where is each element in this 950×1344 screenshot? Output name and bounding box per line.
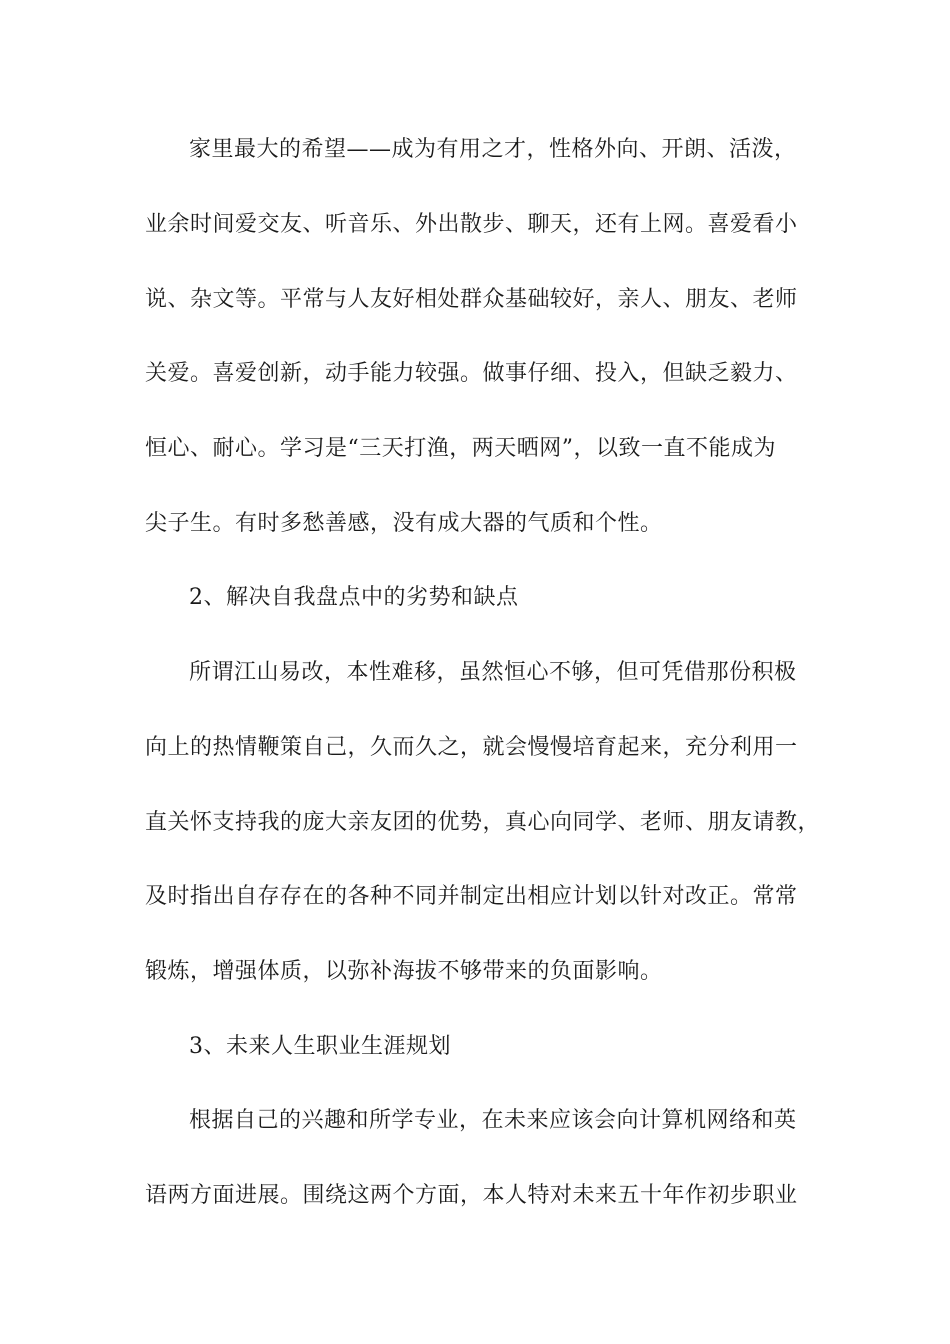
paragraph-line: 尖子生。有时多愁善感，没有成大器的气质和个性。 (145, 511, 663, 536)
paragraph-line: 家里最大的希望——成为有用之才，性格外向、开朗、活泼， (189, 137, 797, 162)
paragraph-line: 锻炼，增强体质，以弥补海拔不够带来的负面影响。 (145, 959, 663, 984)
paragraph-line: 业余时间爱交友、听音乐、外出散步、聊天，还有上网。喜爱看小 (145, 212, 798, 237)
paragraph-line: 向上的热情鞭策自己，久而久之，就会慢慢培育起来，充分利用一 (145, 735, 798, 760)
paragraph-line: 语两方面进展。围绕这两个方面，本人特对未来五十年作初步职业 (145, 1183, 798, 1208)
section-heading: 3、未来人生职业生涯规划 (189, 1034, 451, 1059)
paragraph-line: 说、杂文等。平常与人友好相处群众基础较好，亲人、朋友、老师 (145, 287, 798, 312)
paragraph-line: 直关怀支持我的庞大亲友团的优势，真心向同学、老师、朋友请教， (145, 810, 821, 835)
paragraph-line: 根据自己的兴趣和所学专业，在未来应该会向计算机网络和英 (189, 1108, 797, 1133)
paragraph-line: 及时指出自存存在的各种不同并制定出相应计划以针对改正。常常 (145, 884, 798, 909)
paragraph-line: 关爱。喜爱创新，动手能力较强。做事仔细、投入，但缺乏毅力、 (145, 361, 798, 386)
paragraph-line: 所谓江山易改，本性难移，虽然恒心不够，但可凭借那份积极 (189, 660, 797, 685)
paragraph-line: 恒心、耐心。学习是“三天打渔，两天晒网”，以致一直不能成为 (145, 436, 776, 461)
section-heading: 2、解决自我盘点中的劣势和缺点 (189, 585, 519, 610)
